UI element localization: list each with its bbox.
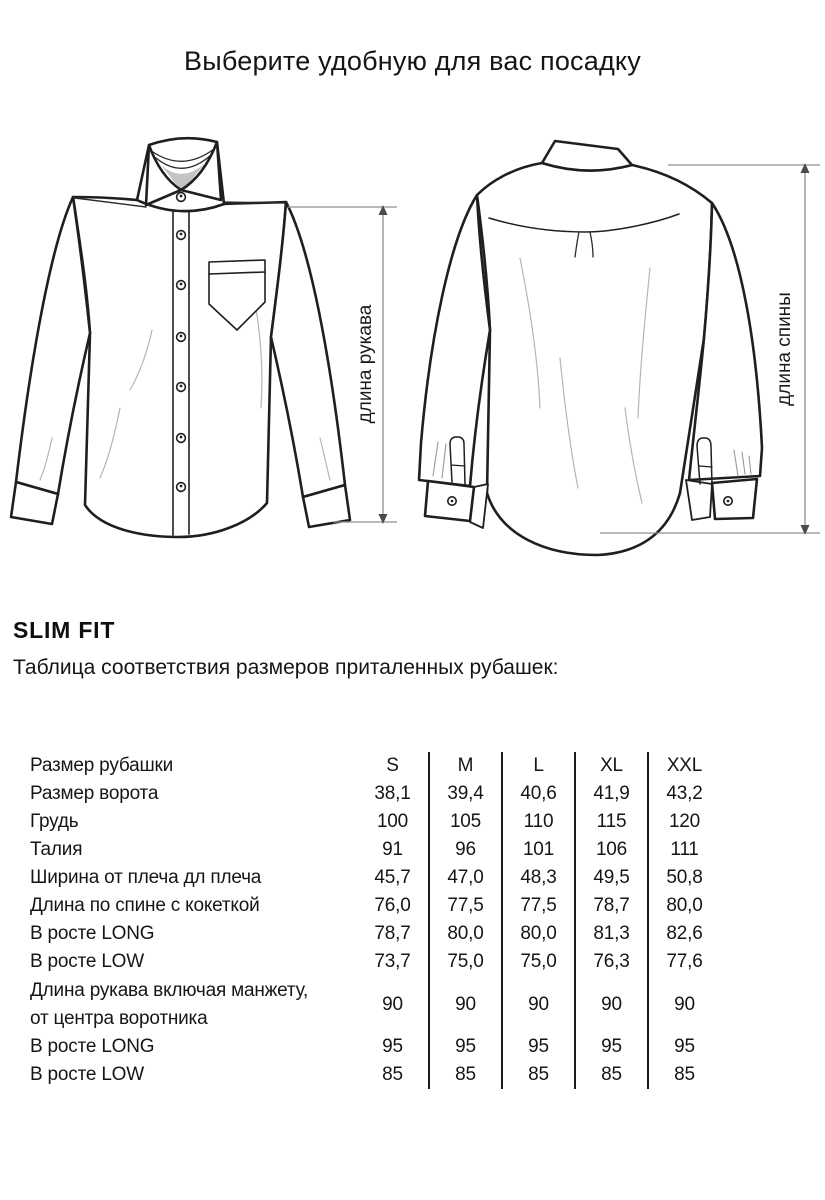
size-cell: 80,0 [429,920,502,948]
back-body [477,163,712,555]
table-row [30,864,720,892]
size-cell: 49,5 [575,864,648,892]
table-row [30,1033,720,1061]
size-cell: 43,2 [648,780,720,808]
size-cell: 90 [575,976,648,1033]
size-cell: 80,0 [648,892,720,920]
size-cell: 77,5 [502,892,575,920]
size-cell: 50,8 [648,864,720,892]
page-title: Выберите удобную для вас посадку [184,46,641,76]
table-row [30,808,720,836]
size-cell: 110 [502,808,575,836]
size-cell: 78,7 [374,923,411,944]
size-cell: 77,6 [648,948,720,976]
row-label: Размер рубашки [30,755,174,776]
size-cell: 106 [575,836,648,864]
fit-heading: SLIM FIT [13,617,116,643]
row-label: В росте LONG [30,1036,155,1057]
size-cell: 76,3 [575,948,648,976]
size-cell: 90 [429,976,502,1033]
size-cell: S [386,755,399,776]
size-cell: 82,6 [648,920,720,948]
size-cell: 85 [429,1061,502,1089]
size-cell: 120 [648,808,720,836]
size-table [30,752,720,1089]
size-cell: M [429,752,502,780]
size-cell: 85 [382,1064,403,1085]
size-cell: XXL [648,752,720,780]
row-label: Талия [30,839,83,860]
size-cell: 95 [429,1033,502,1061]
size-cell: XL [575,752,648,780]
table-row [30,948,720,976]
size-cell: 95 [502,1033,575,1061]
table-row [30,752,720,780]
size-cell: 95 [575,1033,648,1061]
front-shirt-drawing [11,138,350,537]
table-row [30,836,720,864]
back-right-sleeve-overhang [686,480,712,520]
table-row [30,1061,720,1089]
size-cell: 81,3 [575,920,648,948]
row-label: В росте LONG [30,923,155,944]
size-cell: 48,3 [502,864,575,892]
table-row [30,780,720,808]
size-cell: 41,9 [575,780,648,808]
size-cell: 115 [575,808,648,836]
row-label: В росте LOW [30,1064,144,1085]
size-cell: 40,6 [502,780,575,808]
size-cell: 85 [502,1061,575,1089]
size-cell: 75,0 [429,948,502,976]
front-left-sleeve [16,197,90,494]
size-cell: L [502,752,575,780]
size-cell: 80,0 [502,920,575,948]
size-cell: 90 [502,976,575,1033]
table-row [30,976,720,1033]
front-dimension-label: длина рукава [355,304,376,424]
row-label: Размер ворота [30,783,159,804]
back-right-cuff [712,479,757,519]
row-label: Длина по спине с кокеткой [30,895,260,916]
size-cell: 75,0 [502,948,575,976]
row-label: Грудь [30,811,79,832]
row-label: Ширина от плеча дл плеча [30,867,262,888]
fit-subtitle: Таблица соответствия размеров приталенных рубашек: [13,656,559,679]
size-cell: 101 [502,836,575,864]
size-cell: 105 [429,808,502,836]
size-cell: 96 [429,836,502,864]
size-cell: 45,7 [374,867,411,888]
size-cell: 91 [382,839,403,860]
back-collar [542,141,632,171]
size-cell: 95 [382,1036,403,1057]
size-cell: 47,0 [429,864,502,892]
size-cell: 78,7 [575,892,648,920]
size-cell: 100 [376,811,409,832]
row-label: Длина рукава включая манжету, от центра воротника [30,979,309,1029]
back-dimension-label: длина спины [774,292,795,406]
size-cell: 77,5 [429,892,502,920]
size-cell: 38,1 [374,783,411,804]
row-label: В росте LOW [30,951,144,972]
size-cell: 90 [382,993,403,1015]
size-cell: 95 [648,1033,720,1061]
size-cell: 90 [648,976,720,1033]
size-cell: 111 [648,836,720,864]
size-cell: 85 [575,1061,648,1089]
size-cell: 76,0 [374,895,411,916]
size-cell: 73,7 [374,951,411,972]
back-left-sleeve [419,195,490,486]
table-row [30,920,720,948]
size-cell: 39,4 [429,780,502,808]
back-shirt-drawing [419,141,762,555]
shirt-diagram [0,108,825,573]
size-cell: 85 [648,1061,720,1089]
table-row [30,892,720,920]
front-right-sleeve [271,202,345,497]
